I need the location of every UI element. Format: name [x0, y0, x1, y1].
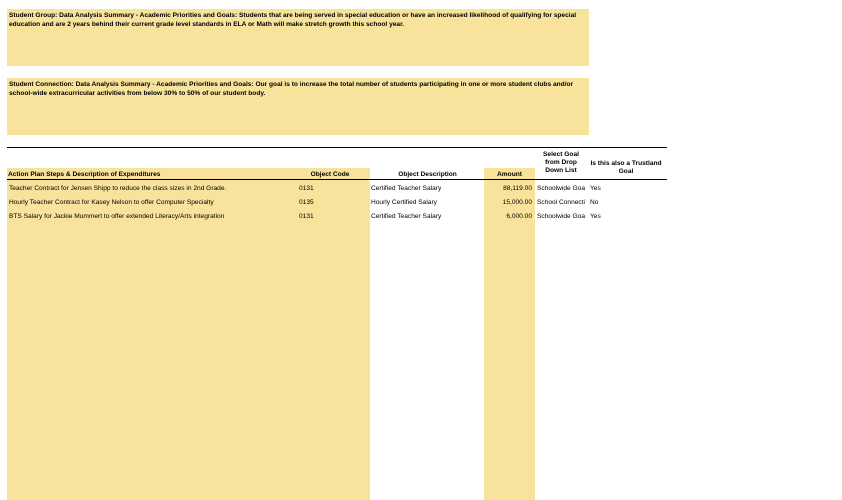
table-top-rule: [7, 147, 667, 148]
table-row-amount[interactable]: 15,000.00: [502, 199, 532, 206]
header-select-goal-line1: Select Goal: [543, 151, 579, 158]
table-row-amount[interactable]: 88,119.00: [503, 185, 532, 192]
student-connection-goal: Student Connection: Data Analysis Summary - Academic Priorities and Goals: Our goal is to increase the total number of students participating in one or more student clubs and/or school-wide extracurricular activities from below 30% to 50% of our student body.: [7, 78, 589, 135]
table-row-goal-select[interactable]: Schoolwide Goa: [537, 213, 586, 220]
table-row-trustland[interactable]: Yes: [590, 213, 601, 220]
header-trustland-line1: Is this also a Trustland: [590, 160, 662, 167]
student-group-goal: Student Group: Data Analysis Summary - Academic Priorities and Goals: Students that are being served in special education or have an increased likelihood of qualifying for special education and are 2 years behind their current grade level standards in ELA or Math will make stretch growth this school year.: [7, 9, 589, 66]
table-row-object-description[interactable]: Certified Teacher Salary: [371, 213, 442, 220]
table-header-rule: [7, 179, 667, 180]
table-row-description[interactable]: BTS Salary for Jackie Mummert to offer extended Literacy/Arts integration: [9, 213, 225, 220]
table-row-goal-select[interactable]: School Connecti: [537, 199, 586, 206]
header-select-goal: [535, 151, 587, 175]
header-action-plan: Action Plan Steps & Description of Expenditures: [8, 171, 161, 178]
table-row-object-code[interactable]: 0131: [299, 213, 314, 220]
table-row-object-description[interactable]: Certified Teacher Salary: [371, 185, 442, 192]
table-row-object-code[interactable]: 0131: [299, 185, 314, 192]
table-row-object-code[interactable]: 0135: [299, 199, 314, 206]
header-select-goal-line3: Down List: [545, 167, 577, 174]
table-row-object-description[interactable]: Hourly Certified Salary: [371, 199, 437, 206]
header-object-code: Object Code: [310, 171, 350, 178]
header-select-goal-line2: from Drop: [545, 159, 577, 166]
table-row-goal-select[interactable]: Schoolwide Goa: [537, 185, 586, 192]
table-row-amount[interactable]: 6,000.00: [506, 213, 532, 220]
header-object-description: Object Description: [398, 171, 457, 178]
header-trustland-line2: Goal: [618, 168, 634, 175]
table-row-trustland[interactable]: No: [590, 199, 599, 206]
table-row-description[interactable]: Hourly Teacher Contract for Kasey Nelson to offer Computer Specialty: [9, 199, 214, 206]
table-row-trustland[interactable]: Yes: [590, 185, 601, 192]
table-row-description[interactable]: Teacher Contract for Jensen Shipp to reduce the class sizes in 2nd Grade.: [9, 185, 227, 192]
header-amount: Amount: [497, 171, 522, 178]
header-trustland: [586, 160, 666, 176]
